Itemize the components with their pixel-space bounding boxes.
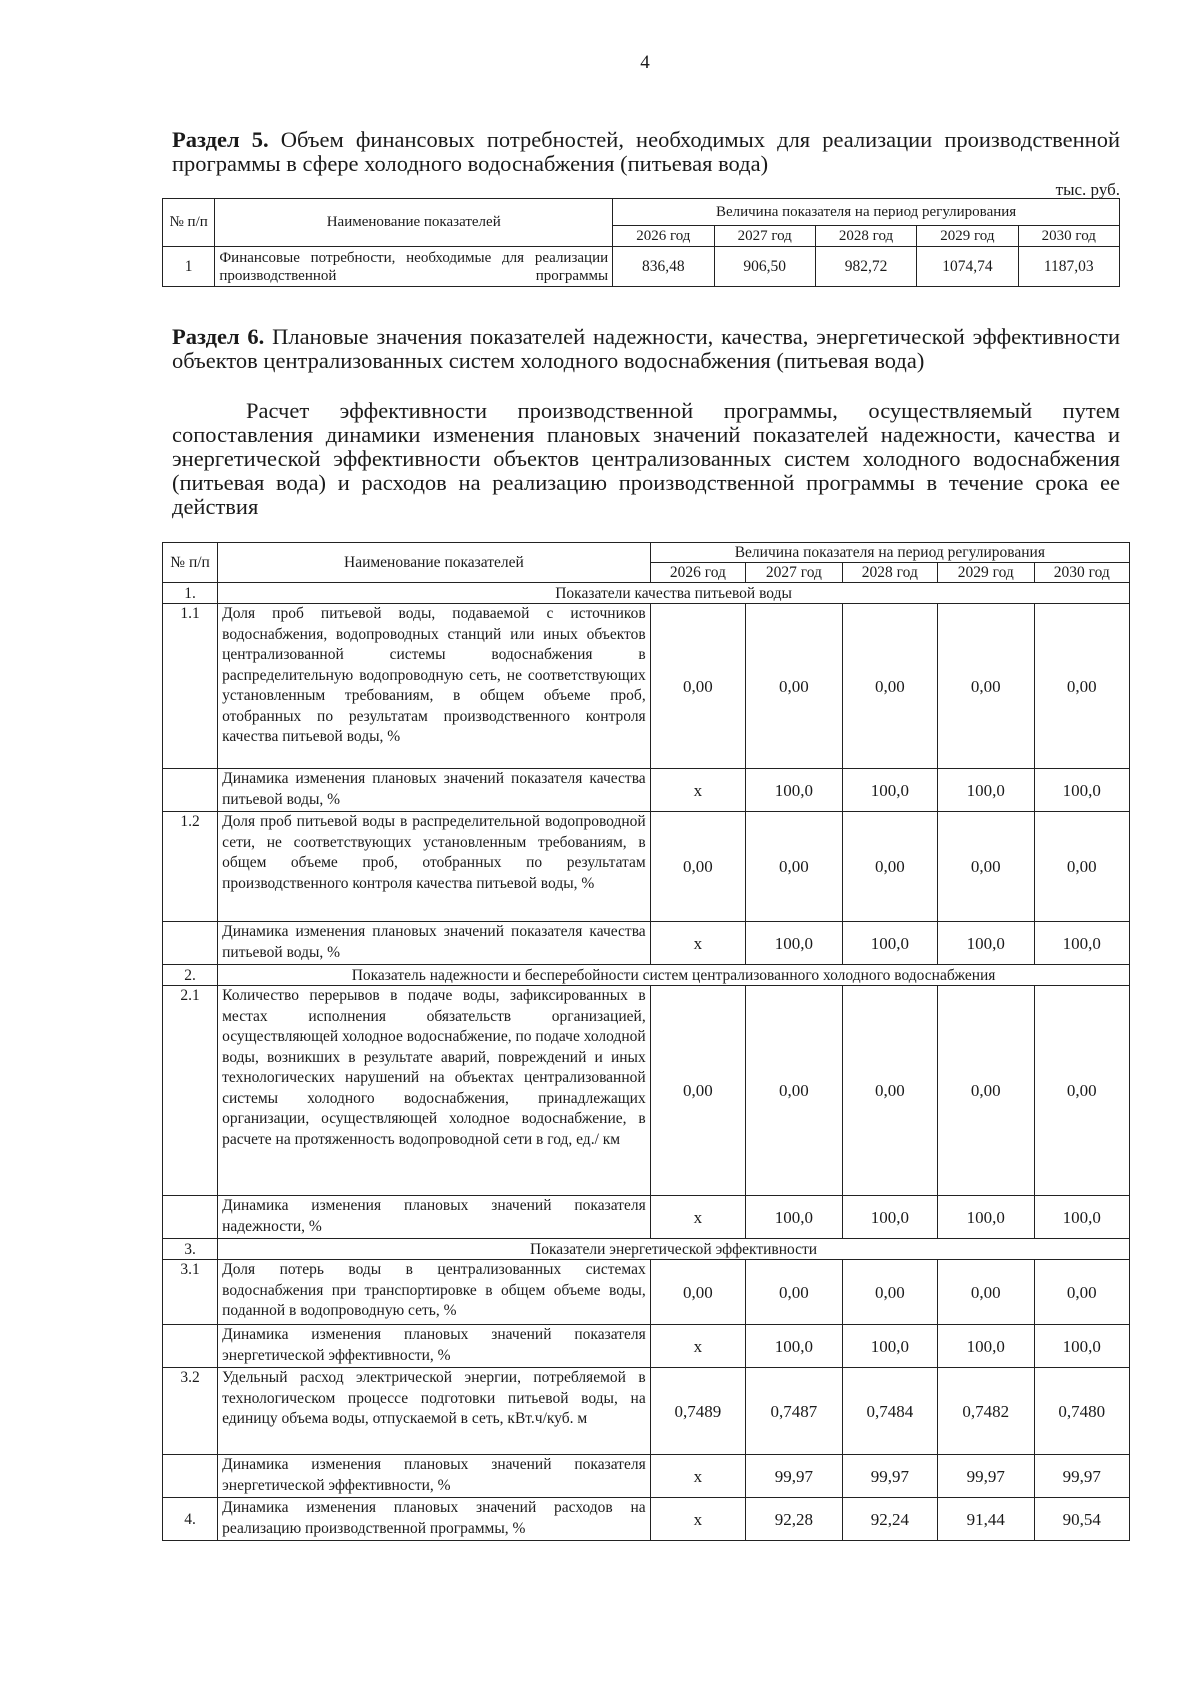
- value-cell: 100,0: [842, 922, 937, 965]
- section-5-label: Раздел 5.: [172, 127, 269, 152]
- value-cell: 100,0: [746, 1196, 842, 1239]
- year-header: 2026 год: [613, 226, 714, 247]
- value-cell: 0,7482: [938, 1368, 1034, 1455]
- value-cell: 1187,03: [1018, 247, 1119, 287]
- table-row: [163, 1260, 1130, 1325]
- value-cell: 0,00: [842, 604, 937, 769]
- value-cell: 0,00: [938, 604, 1034, 769]
- value-cell: 100,0: [746, 922, 842, 965]
- value-cell: 100,0: [842, 1325, 937, 1368]
- category-num: 2.: [163, 965, 218, 986]
- value-cell: 100,0: [746, 769, 842, 812]
- value-cell: 100,0: [746, 1325, 842, 1368]
- category-num: 3.: [163, 1239, 218, 1260]
- section-5-title-text: Объем финансовых потребностей, необходимых для реализации производственной программы в сфере холодного водоснабжения (питьевая вода): [172, 127, 1120, 176]
- value-cell: 91,44: [938, 1498, 1034, 1541]
- category-row: [163, 1239, 1130, 1260]
- value-cell: 0,00: [1034, 604, 1129, 769]
- row-num: [163, 1455, 218, 1498]
- col-name-header: Наименование показателей: [218, 543, 651, 583]
- col-period-header: Величина показателя на период регулирования: [613, 199, 1120, 226]
- row-num: 4.: [163, 1498, 218, 1541]
- value-cell: 92,24: [842, 1498, 937, 1541]
- table-row: [163, 1498, 1130, 1541]
- category-row: [163, 583, 1130, 604]
- value-cell: 0,00: [746, 986, 842, 1196]
- table-row: [163, 986, 1130, 1196]
- value-cell: 0,00: [842, 986, 937, 1196]
- value-cell: 100,0: [1034, 922, 1129, 965]
- table-row: [163, 247, 1120, 287]
- row-num: 1: [163, 247, 215, 287]
- row-num: 3.2: [163, 1368, 218, 1455]
- category-title: Показатели энергетической эффективности: [218, 1239, 1130, 1260]
- value-cell: 0,00: [938, 1260, 1034, 1325]
- row-name: Доля проб питьевой воды, подаваемой с источников водоснабжения, водопроводных станций или иных объектов централизованной системы водоснабжения в распределительную водопроводную сеть, не соответствующих установленным требованиям, в общем объеме проб, отобранных по результатам производственного контроля качества питьевой воды, %: [218, 604, 651, 769]
- col-num-header: № п/п: [163, 199, 215, 247]
- value-cell: 100,0: [938, 1196, 1034, 1239]
- col-name-header: Наименование показателей: [215, 199, 613, 247]
- units-label: тыс. руб.: [1055, 180, 1120, 199]
- category-num: 1.: [163, 583, 218, 604]
- row-name: Доля потерь воды в централизованных системах водоснабжения при транспортировке в общем объеме воды, поданной в водопроводную сеть, %: [218, 1260, 651, 1325]
- row-name: Доля проб питьевой воды в распределительной водопроводной сети, не соответствующих установленным требованиям, в общем объеме проб, отобранных по результатам производственного контроля качества питьевой воды, %: [218, 812, 651, 922]
- value-cell: 0,00: [650, 986, 745, 1196]
- value-cell: 0,00: [650, 604, 745, 769]
- value-cell: 0,00: [746, 1260, 842, 1325]
- value-cell: 100,0: [842, 1196, 937, 1239]
- value-cell: 0,00: [650, 812, 745, 922]
- value-cell: 0,7489: [650, 1368, 745, 1455]
- value-cell: 0,00: [1034, 1260, 1129, 1325]
- table-row: [163, 769, 1130, 812]
- table-row: [163, 1325, 1130, 1368]
- value-cell: 0,00: [1034, 986, 1129, 1196]
- year-header: 2026 год: [650, 563, 745, 583]
- row-name: Динамика изменения плановых значений показателя качества питьевой воды, %: [218, 769, 651, 812]
- value-cell: 92,28: [746, 1498, 842, 1541]
- value-cell: 100,0: [1034, 769, 1129, 812]
- year-header: 2028 год: [842, 563, 937, 583]
- category-row: [163, 965, 1130, 986]
- value-cell: 906,50: [714, 247, 815, 287]
- table-row: [163, 1368, 1130, 1455]
- col-period-header: Величина показателя на период регулирования: [650, 543, 1129, 563]
- year-header: 2030 год: [1018, 226, 1119, 247]
- financial-needs-table: [162, 198, 1120, 287]
- value-cell: 100,0: [842, 769, 937, 812]
- value-cell: х: [650, 1498, 745, 1541]
- value-cell: х: [650, 1455, 745, 1498]
- page-number: 4: [640, 52, 650, 73]
- row-name: Динамика изменения плановых значений показателя энергетической эффективности, %: [218, 1325, 651, 1368]
- value-cell: х: [650, 922, 745, 965]
- year-header: 2029 год: [917, 226, 1018, 247]
- category-title: Показатель надежности и бесперебойности систем централизованного холодного водоснабжения: [218, 965, 1130, 986]
- value-cell: 0,00: [938, 986, 1034, 1196]
- value-cell: 0,00: [746, 812, 842, 922]
- table-row: [163, 1455, 1130, 1498]
- row-num: 1.1: [163, 604, 218, 769]
- table-row: [163, 604, 1130, 769]
- value-cell: 0,00: [842, 812, 937, 922]
- year-header: 2027 год: [746, 563, 842, 583]
- value-cell: 0,00: [842, 1260, 937, 1325]
- value-cell: 0,00: [746, 604, 842, 769]
- value-cell: х: [650, 769, 745, 812]
- value-cell: 982,72: [815, 247, 916, 287]
- section-6-title-text: Плановые значения показателей надежности, качества, энергетической эффективности объектов централизованных систем холодного водоснабжения (питьевая вода): [172, 324, 1120, 373]
- value-cell: 0,7487: [746, 1368, 842, 1455]
- row-name: Динамика изменения плановых значений показателя качества питьевой воды, %: [218, 922, 651, 965]
- section-6-paragraph: Расчет эффективности производственной программы, осуществляемый путем сопоставления динамики изменения плановых значений показателей надежности, качества и энергетической эффективности объектов централизованных систем холодного водоснабжения (питьевая вода) и расходов на реализацию производственной программы в течение срока ее действия: [172, 398, 1120, 519]
- section-6-label: Раздел 6.: [172, 324, 265, 349]
- value-cell: 99,97: [938, 1455, 1034, 1498]
- value-cell: 100,0: [938, 922, 1034, 965]
- value-cell: 0,00: [938, 812, 1034, 922]
- year-header: 2029 год: [938, 563, 1034, 583]
- value-cell: 99,97: [1034, 1455, 1129, 1498]
- table-row: [163, 922, 1130, 965]
- value-cell: 0,7484: [842, 1368, 937, 1455]
- row-num: 1.2: [163, 812, 218, 922]
- row-num: [163, 769, 218, 812]
- value-cell: 99,97: [746, 1455, 842, 1498]
- row-num: [163, 1196, 218, 1239]
- row-num: [163, 1325, 218, 1368]
- year-header: 2030 год: [1034, 563, 1129, 583]
- value-cell: 836,48: [613, 247, 714, 287]
- row-name: Динамика изменения плановых значений показателя надежности, %: [218, 1196, 651, 1239]
- value-cell: 0,7480: [1034, 1368, 1129, 1455]
- table-row: [163, 1196, 1130, 1239]
- value-cell: 0,00: [650, 1260, 745, 1325]
- row-name: Динамика изменения плановых значений расходов на реализацию производственной программы, %: [218, 1498, 651, 1541]
- section-6-title: [172, 325, 1120, 373]
- value-cell: 100,0: [938, 1325, 1034, 1368]
- row-name: Количество перерывов в подаче воды, зафиксированных в местах исполнения обязательств организацией, осуществляющей холодное водоснабжение, по подаче холодной воды, возникших в результате аварий, повреждений и иных технологических нарушений на объектах централизованной системы холодного водоснабжения, принадлежащих организации, осуществляющей холодное водоснабжение, в расчете на протяженность водопроводной сети в год, ед./ км: [218, 986, 651, 1196]
- value-cell: х: [650, 1325, 745, 1368]
- value-cell: х: [650, 1196, 745, 1239]
- row-num: 2.1: [163, 986, 218, 1196]
- row-num: [163, 922, 218, 965]
- row-num: 3.1: [163, 1260, 218, 1325]
- row-name: Удельный расход электрической энергии, потребляемой в технологическом процессе подготовки питьевой воды, на единицу объема воды, отпускаемой в сеть, кВт.ч/куб. м: [218, 1368, 651, 1455]
- value-cell: 100,0: [938, 769, 1034, 812]
- col-num-header: № п/п: [163, 543, 218, 583]
- section-5-title: [172, 128, 1120, 176]
- row-name: Финансовые потребности, необходимые для реализации производственной программы: [215, 247, 613, 287]
- indicators-table: [162, 542, 1130, 1541]
- value-cell: 99,97: [842, 1455, 937, 1498]
- value-cell: 90,54: [1034, 1498, 1129, 1541]
- value-cell: 1074,74: [917, 247, 1018, 287]
- value-cell: 100,0: [1034, 1196, 1129, 1239]
- value-cell: 0,00: [1034, 812, 1129, 922]
- table-row: [163, 812, 1130, 922]
- year-header: 2028 год: [815, 226, 916, 247]
- row-name: Динамика изменения плановых значений показателя энергетической эффективности, %: [218, 1455, 651, 1498]
- value-cell: 100,0: [1034, 1325, 1129, 1368]
- category-title: Показатели качества питьевой воды: [218, 583, 1130, 604]
- year-header: 2027 год: [714, 226, 815, 247]
